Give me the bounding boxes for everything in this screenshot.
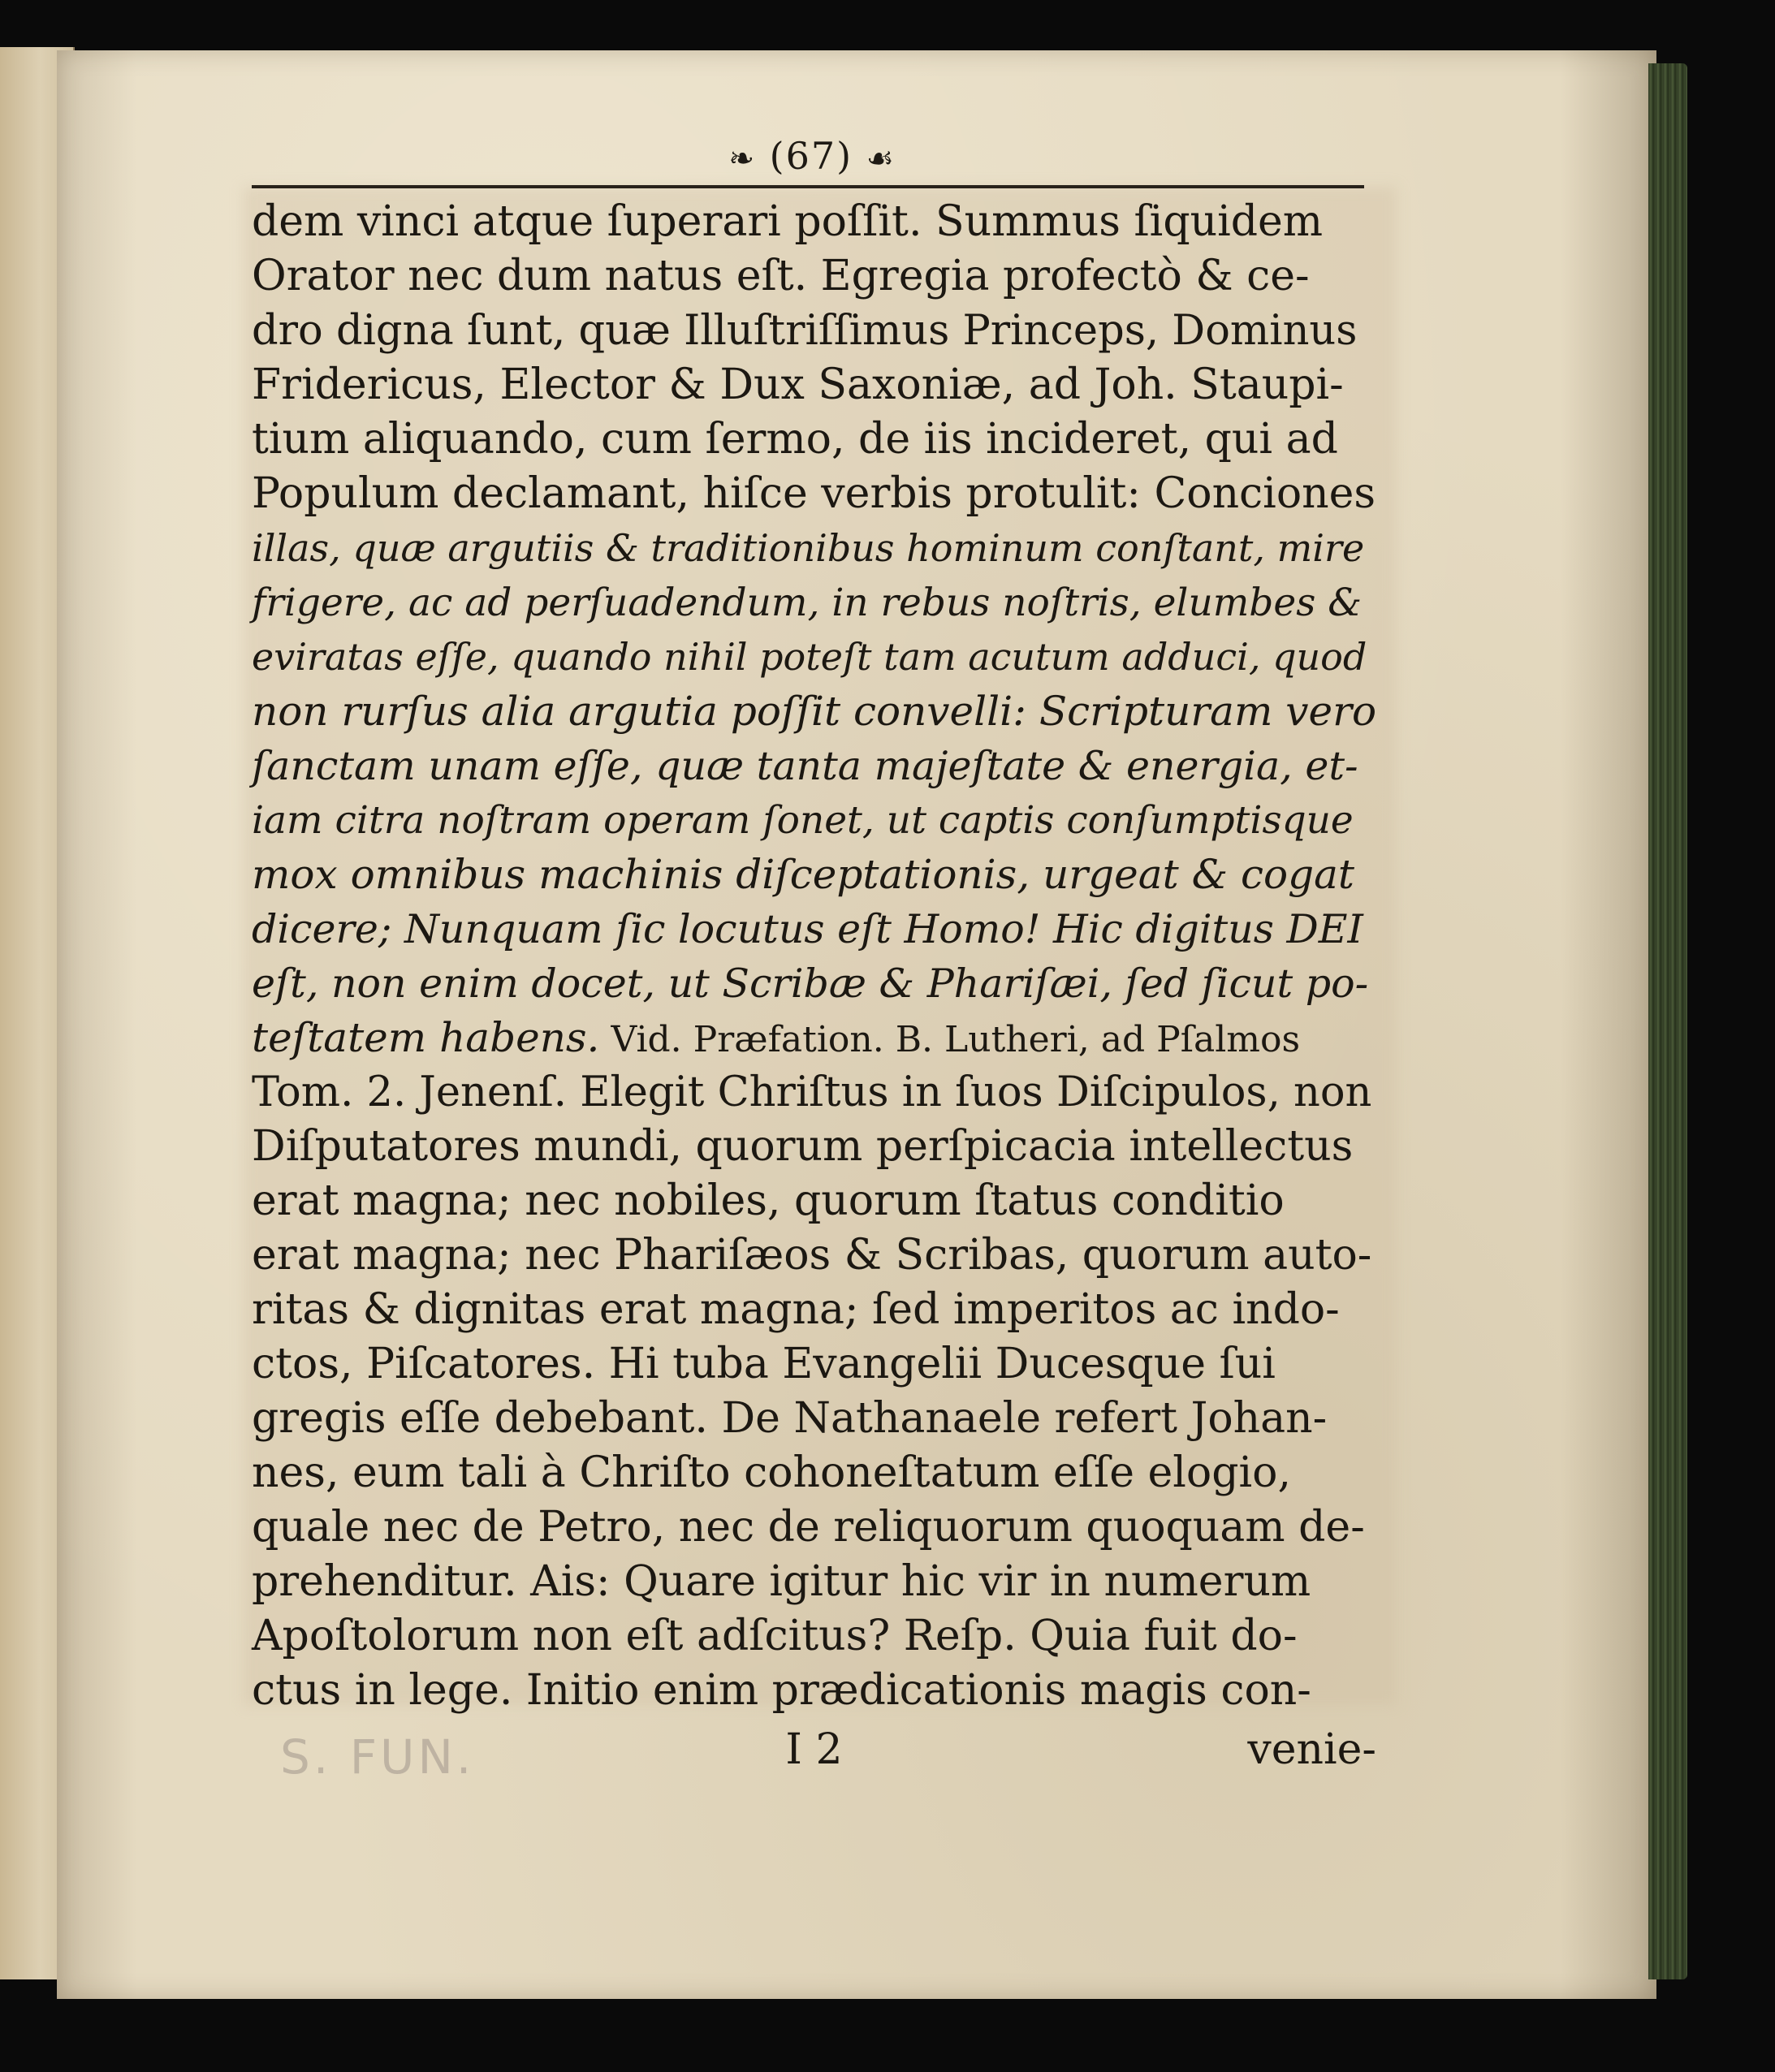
- text-line-content: ſanctam unam eſſe, quæ tanta majeſtate & energia, et-: [252, 743, 1358, 789]
- text-line: [252, 848, 1376, 902]
- text-line-content: non rurſus alia argutia poſſit convelli: Scripturam vero: [252, 688, 1377, 735]
- text-line: [252, 1011, 1376, 1065]
- text-line-content: illas, quæ argutiis & traditionibus hominum conſtant, mire: [252, 526, 1365, 570]
- text-line-content: ctus in lege. Initio enim prædicationis magis con-: [252, 1666, 1311, 1715]
- text-line: [252, 630, 1376, 684]
- text-line: [252, 1500, 1376, 1555]
- text-line-content: nes, eum tali à Chriſto cohoneſtatum eſſe elogio,: [252, 1448, 1291, 1497]
- text-line-content: Diſputatores mundi, quorum perſpicacia intellectus: [252, 1122, 1354, 1171]
- text-line: [252, 195, 1376, 249]
- text-line: [252, 1609, 1376, 1664]
- text-line-content: eſt, non enim docet, ut Scribæ & Phariſæi, ſed ſicut po-: [252, 960, 1369, 1007]
- reference-text: Vid. Præfation. B. Lutheri, ad Pſalmos: [599, 1019, 1301, 1060]
- body-text: [252, 195, 1376, 1718]
- text-line-content: erat magna; nec nobiles, quorum ſtatus conditio: [252, 1176, 1285, 1225]
- text-line: [252, 467, 1376, 521]
- signature-mark: I 2: [785, 1725, 843, 1774]
- text-line-content: dicere; Nunquam ſic locutus eſt Homo! Hic digitus DEI: [252, 906, 1363, 952]
- text-line-content: Populum declamant, hiſce verbis protulit: Conciones: [252, 469, 1376, 518]
- text-line: [252, 739, 1376, 793]
- header-rule: [252, 185, 1364, 188]
- left-ornament-icon: ❧: [728, 140, 757, 176]
- text-line-content: Tom. 2. Jenenſ. Elegit Chriſtus in ſuos Diſcipulos, non: [252, 1068, 1372, 1116]
- text-line: [252, 1283, 1376, 1337]
- text-line: [252, 1174, 1376, 1228]
- text-line: [252, 1664, 1376, 1718]
- page-fore-edge: [1648, 63, 1687, 1979]
- text-line: [252, 521, 1376, 576]
- text-line-content: teſtatem habens.: [252, 1014, 600, 1061]
- text-line: [252, 576, 1376, 630]
- catchword: venie-: [1247, 1725, 1376, 1774]
- page-number: (67): [769, 134, 853, 178]
- text-line-content: ritas & dignitas erat magna; ſed imperitos ac indo-: [252, 1285, 1340, 1334]
- text-line-content: quale nec de Petro, nec de reliquorum quoquam de-: [252, 1503, 1365, 1552]
- text-line-content: Fridericus, Elector & Dux Saxoniæ, ad Joh. Staupi-: [252, 360, 1344, 409]
- text-line-content: tium aliquando, cum ſermo, de iis incideret, qui ad: [252, 415, 1338, 464]
- text-line-content: mox omnibus machinis diſceptationis, urgeat & cogat: [252, 851, 1354, 898]
- text-line: [252, 956, 1376, 1011]
- text-line-content: iam citra noſtram operam ſonet, ut captis conſumptisque: [252, 798, 1354, 843]
- text-line: [252, 1446, 1376, 1500]
- text-line: [252, 1392, 1376, 1446]
- text-line: [252, 304, 1376, 358]
- text-line-content: dro digna ſunt, quæ Illuſtriſſimus Princeps, Dominus: [252, 307, 1358, 355]
- text-line: [252, 249, 1376, 304]
- text-line: [252, 684, 1376, 739]
- text-line-content: eviratas eſſe, quando nihil poteſt tam acutum adduci, quod: [252, 635, 1367, 679]
- page-header: [252, 134, 1372, 183]
- text-line: [252, 412, 1376, 467]
- text-line-content: ctos, Piſcatores. Hi tuba Evangelii Ducesque ſui: [252, 1340, 1276, 1388]
- text-line: [252, 358, 1376, 412]
- text-line-content: gregis eſſe debebant. De Nathanaele refert Johan-: [252, 1394, 1328, 1443]
- text-line-content: dem vinci atque ſuperari poſſit. Summus ſiquidem: [252, 197, 1324, 246]
- text-line-content: erat magna; nec Phariſæos & Scribas, quorum auto-: [252, 1231, 1372, 1280]
- text-line: [252, 1120, 1376, 1174]
- text-line: [252, 1337, 1376, 1392]
- text-line-content: Apoſtolorum non eſt adſcitus? Reſp. Quia fuit do-: [252, 1612, 1298, 1660]
- library-stamp: S. FUN.: [280, 1729, 475, 1785]
- text-line-content: frigere, ac ad perſuadendum, in rebus noſtris, elumbes &: [252, 581, 1363, 625]
- text-line: [252, 1228, 1376, 1283]
- text-line: [252, 902, 1376, 956]
- text-line: [252, 793, 1376, 848]
- right-ornament-icon: ☙: [866, 140, 896, 176]
- text-line-content: Orator nec dum natus eſt. Egregia profectò & ce-: [252, 252, 1310, 300]
- text-line: [252, 1555, 1376, 1609]
- text-line-content: prehenditur. Ais: Quare igitur hic vir in numerum: [252, 1557, 1311, 1606]
- page-number-line: [252, 134, 1372, 178]
- text-line: [252, 1065, 1376, 1120]
